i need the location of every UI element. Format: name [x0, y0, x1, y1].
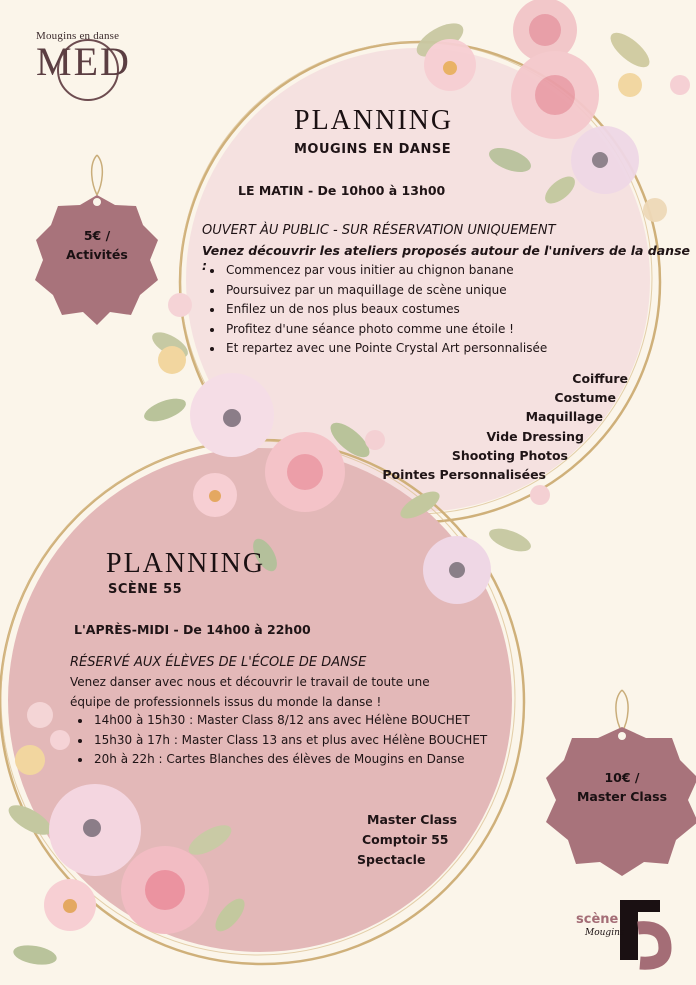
list-item: • Et repartez avec une Pointe Crystal Art personnalisée [224, 339, 644, 359]
logo-monogram: MED [36, 39, 131, 84]
morning-activity-coiffure: Coiffure [572, 371, 628, 386]
scene-logo-word: scène [576, 912, 619, 927]
list-item: • 14h00 à 15h30 : Master Class 8/12 ans avec Hélène BOUCHET [92, 711, 552, 731]
afternoon-activity-masterclass: Master Class [367, 812, 458, 827]
list-item: • Commencez par vous initier au chignon banane [224, 261, 644, 281]
scene-logo-city: Mougins [585, 928, 625, 938]
logo-brand-line: Mougins en danse [36, 30, 120, 42]
morning-activity-costume: Costume [554, 390, 616, 405]
list-item: • 20h à 22h : Cartes Blanches des élèves de Mougins en Danse [92, 750, 552, 770]
afternoon-masterclass-list [70, 711, 552, 770]
afternoon-intro-line2: équipe de professionnels issus du monde la danse ! [70, 694, 382, 709]
scene55-logo-shape [620, 900, 665, 963]
list-item: • Profitez d'une séance photo comme une étoile ! [224, 320, 644, 340]
morning-intro: Venez découvrir les ateliers proposés autour de l'univers de la danse : [202, 243, 690, 273]
list-item: • Enfilez un de nos plus beaux costumes [224, 300, 644, 320]
morning-activity-maquillage: Maquillage [525, 409, 603, 424]
tag-right-label: Master Class [576, 789, 668, 804]
price-tag-left [52, 226, 142, 264]
morning-activity-pointes: Pointes Personnalisées [382, 467, 546, 482]
morning-access: OUVERT ÀU PUBLIC - SUR RÉSERVATION UNIQUEMENT [202, 223, 556, 238]
tag-right-price: 10€ / [604, 770, 640, 785]
list-item: • Poursuivez par un maquillage de scène unique [224, 281, 644, 301]
afternoon-intro [70, 673, 430, 712]
afternoon-intro-line1: Venez danser avec nous et découvrir le travail de toute une [70, 675, 430, 689]
list-item: • 15h30 à 17h : Master Class 13 ans et plus avec Hélène BOUCHET [92, 731, 552, 751]
afternoon-subtitle: SCÈNE 55 [108, 582, 183, 597]
morning-time-heading: LE MATIN - De 10h00 à 13h00 [238, 183, 446, 198]
morning-title: PLANNING [294, 105, 454, 136]
price-tag-right [552, 768, 692, 806]
mougins-en-danse-logo [36, 30, 146, 82]
afternoon-access: RÉSERVÉ AUX ÉLÈVES DE L'ÉCOLE DE DANSE [70, 655, 367, 670]
afternoon-time-heading: L'APRÈS-MIDI - De 14h00 à 22h00 [74, 622, 311, 637]
morning-workshop-list [202, 261, 644, 359]
afternoon-activity-spectacle: Spectacle [357, 852, 426, 867]
afternoon-title: PLANNING [106, 548, 266, 579]
morning-activity-vide-dressing: Vide Dressing [486, 429, 584, 444]
tag-left-label: Activités [66, 247, 128, 262]
tag-left-price: 5€ / [83, 228, 111, 243]
afternoon-activity-comptoir: Comptoir 55 [362, 832, 449, 847]
morning-activity-shooting: Shooting Photos [451, 448, 568, 463]
morning-subtitle: MOUGINS EN DANSE [294, 142, 452, 157]
